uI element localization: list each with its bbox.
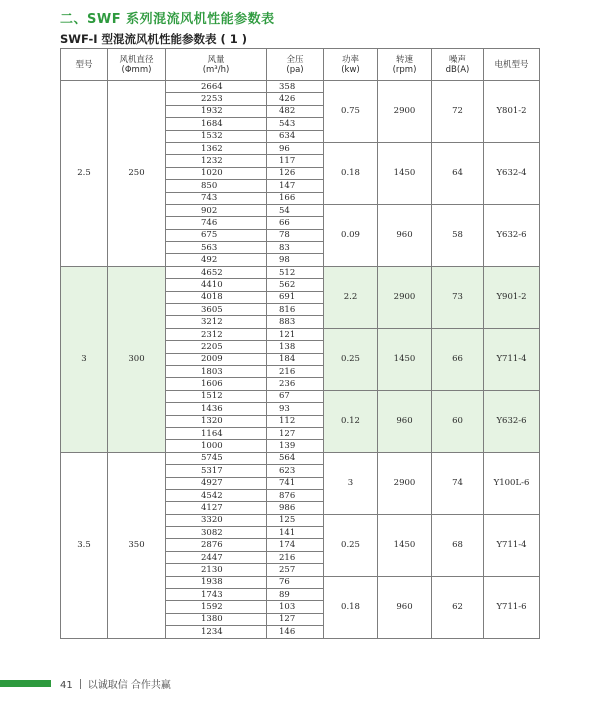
header-pressure: 全压 (pa) bbox=[267, 49, 324, 81]
noise-cell: 68 bbox=[432, 514, 484, 576]
flow-cell: 3082 bbox=[166, 527, 267, 539]
footer bbox=[60, 676, 171, 691]
flow-cell: 4410 bbox=[166, 279, 267, 291]
header-power: 功率 (kw) bbox=[324, 49, 378, 81]
pressure-cell: 876 bbox=[267, 489, 324, 501]
pressure-cell: 883 bbox=[267, 316, 324, 328]
flow-cell: 2664 bbox=[166, 81, 267, 93]
pressure-cell: 512 bbox=[267, 266, 324, 278]
section-title: 二、SWF 系列混流风机性能参数表 bbox=[60, 12, 275, 27]
header-motor: 电机型号 bbox=[484, 49, 540, 81]
flow-cell: 1362 bbox=[166, 142, 267, 154]
noise-cell: 74 bbox=[432, 452, 484, 514]
speed-cell: 2900 bbox=[378, 266, 432, 328]
pressure-cell: 816 bbox=[267, 304, 324, 316]
header-diameter: 风机直径 (Φmm) bbox=[108, 49, 166, 81]
pressure-cell: 184 bbox=[267, 353, 324, 365]
header-noise: 噪声 dB(A) bbox=[432, 49, 484, 81]
diameter-cell: 350 bbox=[108, 452, 166, 638]
pressure-cell: 139 bbox=[267, 440, 324, 452]
table-subtitle: SWF-I 型混流风机性能参数表 ( 1 ) bbox=[60, 32, 248, 46]
pressure-cell: 358 bbox=[267, 81, 324, 93]
table-row bbox=[61, 266, 540, 278]
flow-cell: 1803 bbox=[166, 365, 267, 377]
flow-cell: 2130 bbox=[166, 564, 267, 576]
table-row bbox=[61, 81, 540, 93]
pressure-cell: 54 bbox=[267, 204, 324, 216]
flow-cell: 2447 bbox=[166, 551, 267, 563]
table-row bbox=[61, 452, 540, 464]
model-cell: 3.5 bbox=[61, 452, 108, 638]
pressure-cell: 89 bbox=[267, 589, 324, 601]
footer-slogan: 以诚取信 合作共赢 bbox=[87, 680, 171, 691]
flow-cell: 2205 bbox=[166, 341, 267, 353]
flow-cell: 2253 bbox=[166, 93, 267, 105]
pressure-cell: 83 bbox=[267, 242, 324, 254]
power-cell: 0.25 bbox=[324, 514, 378, 576]
flow-cell: 675 bbox=[166, 229, 267, 241]
pressure-cell: 112 bbox=[267, 415, 324, 427]
noise-cell: 73 bbox=[432, 266, 484, 328]
power-cell: 0.12 bbox=[324, 390, 378, 452]
power-cell: 3 bbox=[324, 452, 378, 514]
pressure-cell: 564 bbox=[267, 452, 324, 464]
noise-cell: 64 bbox=[432, 142, 484, 204]
flow-cell: 902 bbox=[166, 204, 267, 216]
header-model: 型号 bbox=[61, 49, 108, 81]
pressure-cell: 126 bbox=[267, 167, 324, 179]
flow-cell: 5317 bbox=[166, 465, 267, 477]
pressure-cell: 76 bbox=[267, 576, 324, 588]
flow-cell: 1164 bbox=[166, 427, 267, 439]
power-cell: 2.2 bbox=[324, 266, 378, 328]
speed-cell: 2900 bbox=[378, 452, 432, 514]
page-number: 41 bbox=[60, 680, 73, 691]
flow-cell: 1743 bbox=[166, 589, 267, 601]
flow-cell: 563 bbox=[166, 242, 267, 254]
pressure-cell: 121 bbox=[267, 328, 324, 340]
flow-cell: 1532 bbox=[166, 130, 267, 142]
flow-cell: 3212 bbox=[166, 316, 267, 328]
flow-cell: 1938 bbox=[166, 576, 267, 588]
pressure-cell: 166 bbox=[267, 192, 324, 204]
noise-cell: 58 bbox=[432, 204, 484, 266]
flow-cell: 1592 bbox=[166, 601, 267, 613]
motor-cell: Y711-4 bbox=[484, 514, 540, 576]
flow-cell: 3605 bbox=[166, 304, 267, 316]
flow-cell: 1606 bbox=[166, 378, 267, 390]
flow-cell: 2312 bbox=[166, 328, 267, 340]
model-cell: 3 bbox=[61, 266, 108, 452]
power-cell: 0.18 bbox=[324, 576, 378, 638]
power-cell: 0.25 bbox=[324, 328, 378, 390]
flow-cell: 1684 bbox=[166, 118, 267, 130]
header-flow: 风量 (m³/h) bbox=[166, 49, 267, 81]
flow-cell: 5745 bbox=[166, 452, 267, 464]
diameter-cell: 250 bbox=[108, 81, 166, 267]
fan-performance-table bbox=[60, 48, 540, 639]
table-header-row bbox=[61, 49, 540, 81]
pressure-cell: 986 bbox=[267, 502, 324, 514]
flow-cell: 492 bbox=[166, 254, 267, 266]
pressure-cell: 691 bbox=[267, 291, 324, 303]
noise-cell: 60 bbox=[432, 390, 484, 452]
pressure-cell: 67 bbox=[267, 390, 324, 402]
flow-cell: 1380 bbox=[166, 613, 267, 625]
noise-cell: 62 bbox=[432, 576, 484, 638]
flow-cell: 746 bbox=[166, 217, 267, 229]
pressure-cell: 127 bbox=[267, 613, 324, 625]
table-body bbox=[61, 81, 540, 639]
speed-cell: 1450 bbox=[378, 142, 432, 204]
pressure-cell: 562 bbox=[267, 279, 324, 291]
pressure-cell: 146 bbox=[267, 626, 324, 638]
noise-cell: 72 bbox=[432, 81, 484, 143]
flow-cell: 1000 bbox=[166, 440, 267, 452]
speed-cell: 2900 bbox=[378, 81, 432, 143]
flow-cell: 4542 bbox=[166, 489, 267, 501]
flow-cell: 1232 bbox=[166, 155, 267, 167]
motor-cell: Y711-4 bbox=[484, 328, 540, 390]
pressure-cell: 103 bbox=[267, 601, 324, 613]
motor-cell: Y901-2 bbox=[484, 266, 540, 328]
pressure-cell: 147 bbox=[267, 180, 324, 192]
model-cell: 2.5 bbox=[61, 81, 108, 267]
pressure-cell: 741 bbox=[267, 477, 324, 489]
pressure-cell: 623 bbox=[267, 465, 324, 477]
footer-divider bbox=[80, 679, 81, 689]
flow-cell: 4927 bbox=[166, 477, 267, 489]
motor-cell: Y632-6 bbox=[484, 390, 540, 452]
flow-cell: 1234 bbox=[166, 626, 267, 638]
pressure-cell: 127 bbox=[267, 427, 324, 439]
pressure-cell: 543 bbox=[267, 118, 324, 130]
speed-cell: 1450 bbox=[378, 328, 432, 390]
flow-cell: 850 bbox=[166, 180, 267, 192]
footer-accent-bar bbox=[0, 680, 51, 687]
flow-cell: 4127 bbox=[166, 502, 267, 514]
diameter-cell: 300 bbox=[108, 266, 166, 452]
pressure-cell: 78 bbox=[267, 229, 324, 241]
noise-cell: 66 bbox=[432, 328, 484, 390]
speed-cell: 1450 bbox=[378, 514, 432, 576]
power-cell: 0.09 bbox=[324, 204, 378, 266]
flow-cell: 4652 bbox=[166, 266, 267, 278]
motor-cell: Y632-6 bbox=[484, 204, 540, 266]
flow-cell: 1932 bbox=[166, 105, 267, 117]
power-cell: 0.18 bbox=[324, 142, 378, 204]
motor-cell: Y711-6 bbox=[484, 576, 540, 638]
flow-cell: 1020 bbox=[166, 167, 267, 179]
flow-cell: 2009 bbox=[166, 353, 267, 365]
flow-cell: 1436 bbox=[166, 403, 267, 415]
pressure-cell: 96 bbox=[267, 142, 324, 154]
flow-cell: 743 bbox=[166, 192, 267, 204]
pressure-cell: 93 bbox=[267, 403, 324, 415]
pressure-cell: 125 bbox=[267, 514, 324, 526]
pressure-cell: 117 bbox=[267, 155, 324, 167]
motor-cell: Y100L-6 bbox=[484, 452, 540, 514]
motor-cell: Y632-4 bbox=[484, 142, 540, 204]
flow-cell: 3320 bbox=[166, 514, 267, 526]
flow-cell: 1320 bbox=[166, 415, 267, 427]
motor-cell: Y801-2 bbox=[484, 81, 540, 143]
pressure-cell: 257 bbox=[267, 564, 324, 576]
power-cell: 0.75 bbox=[324, 81, 378, 143]
pressure-cell: 482 bbox=[267, 105, 324, 117]
pressure-cell: 141 bbox=[267, 527, 324, 539]
pressure-cell: 174 bbox=[267, 539, 324, 551]
header-speed: 转速 (rpm) bbox=[378, 49, 432, 81]
speed-cell: 960 bbox=[378, 204, 432, 266]
pressure-cell: 216 bbox=[267, 365, 324, 377]
pressure-cell: 634 bbox=[267, 130, 324, 142]
pressure-cell: 426 bbox=[267, 93, 324, 105]
pressure-cell: 66 bbox=[267, 217, 324, 229]
pressure-cell: 98 bbox=[267, 254, 324, 266]
flow-cell: 4018 bbox=[166, 291, 267, 303]
speed-cell: 960 bbox=[378, 576, 432, 638]
flow-cell: 1512 bbox=[166, 390, 267, 402]
pressure-cell: 216 bbox=[267, 551, 324, 563]
speed-cell: 960 bbox=[378, 390, 432, 452]
flow-cell: 2876 bbox=[166, 539, 267, 551]
pressure-cell: 138 bbox=[267, 341, 324, 353]
pressure-cell: 236 bbox=[267, 378, 324, 390]
